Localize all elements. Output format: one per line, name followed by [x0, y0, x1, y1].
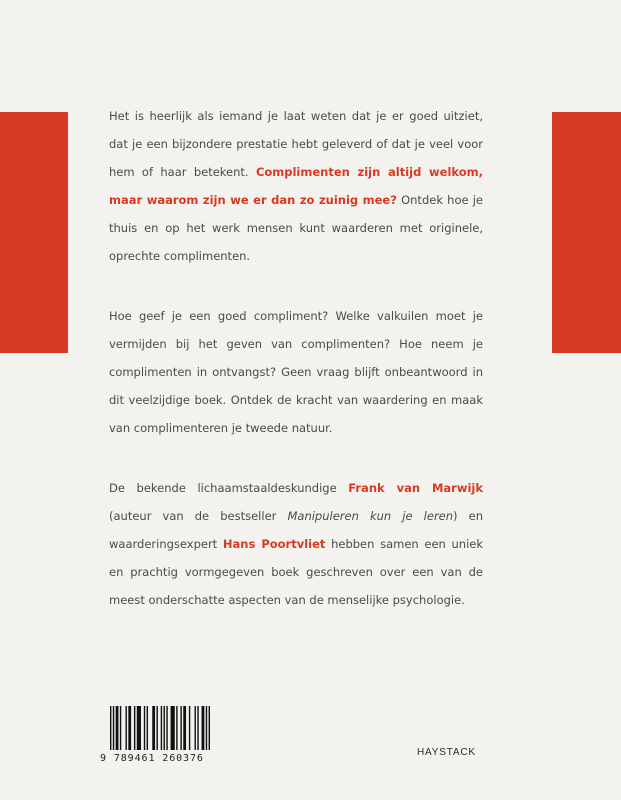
author-name-hans: Hans Poortvliet [222, 537, 326, 551]
authors-closing-text: hebben samen een uniek en prachtig vormgegeven boek geschreven over een van de meest onderschatte aspecten van de menselijke psychologie. [109, 537, 483, 607]
barcode-bar [209, 706, 210, 750]
isbn-barcode [100, 706, 212, 768]
barcode-bar [176, 706, 177, 750]
authors-bestseller-text: (auteur van de bestseller [109, 509, 288, 523]
barcode-bars [110, 706, 210, 750]
barcode-bar [161, 706, 162, 750]
barcode-bar [116, 706, 119, 750]
barcode-bar [156, 706, 157, 750]
paragraph-questions-text: Hoe geef je een goed compliment? Welke valkuilen moet je vermijden bij het geven van complimenten? Hoe neem je complimenten in ontvangst? Geen vraag blijft onbeantwoord in dit veelzijdige boek. Ontdek de kracht van waardering en maak van complimenteren je tweede natuur. [109, 309, 483, 435]
paragraph-intro-text: Het is heerlijk als iemand je laat weten dat je er goed uitziet, dat je een bijzondere prestatie hebt geleverd of dat je veel voor hem of haar betekent. [109, 109, 483, 179]
barcode-bar [195, 706, 196, 750]
barcode-bar [137, 706, 141, 750]
barcode-bar [125, 706, 126, 750]
paragraph-intro-outro: Ontdek hoe je thuis en op het werk mensen kunt waarderen met originele, oprechte complimenten. [109, 193, 483, 263]
barcode-bar [113, 706, 114, 750]
barcode-bar [152, 706, 155, 750]
paragraph-authors [109, 474, 483, 614]
barcode-bar [166, 706, 167, 750]
barcode-bar [147, 706, 148, 750]
barcode-bar [206, 706, 207, 750]
barcode-bar [197, 706, 198, 750]
paragraph-intro [109, 102, 483, 270]
isbn-number: 9 789461 260376 [100, 753, 204, 764]
barcode-bar [110, 706, 111, 750]
barcode-bar [202, 706, 205, 750]
barcode-bar [134, 706, 135, 750]
barcode-bar [120, 706, 121, 750]
paragraph-questions [109, 302, 483, 442]
barcode-bar [189, 706, 190, 750]
right-red-accent-bar [552, 112, 621, 353]
barcode-bar [171, 706, 175, 750]
barcode-bar [164, 706, 165, 750]
author-name-frank: Frank van Marwijk [348, 481, 483, 495]
authors-expert-text: ) en waarderingsexpert [109, 509, 483, 551]
barcode-bar [180, 706, 181, 750]
publisher-logo: HAYSTACK [417, 747, 476, 758]
barcode-bar [183, 706, 186, 750]
bestseller-title: Manipuleren kun je leren [287, 509, 454, 523]
authors-intro-text: De bekende lichaamstaaldeskundige [109, 481, 349, 495]
barcode-bar [144, 706, 145, 750]
highlighted-question: Complimenten zijn altijd welkom, maar waarom zijn we er dan zo zuinig mee? [109, 165, 483, 207]
barcode-bar [128, 706, 131, 750]
left-red-accent-bar [0, 112, 68, 353]
